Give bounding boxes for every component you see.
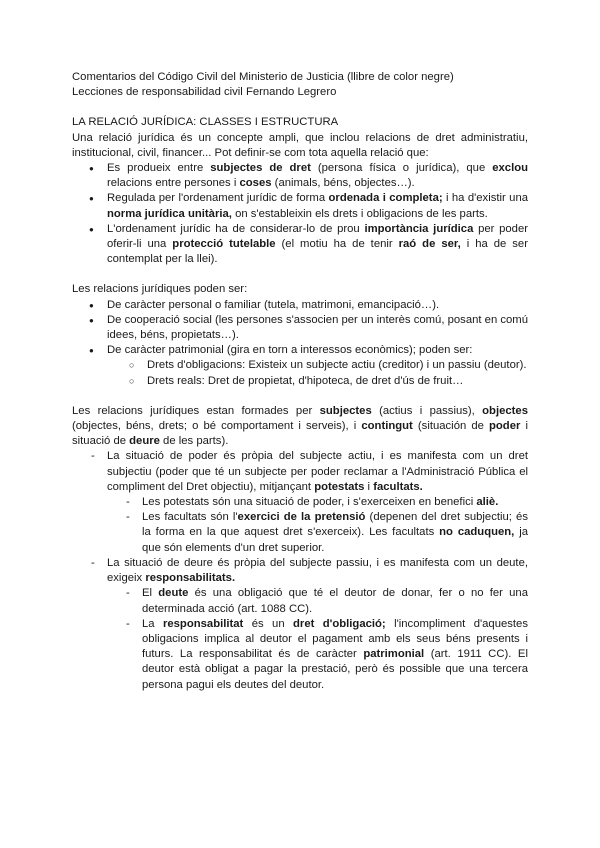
- poder-sublist: [107, 495, 528, 556]
- deure-sublist: [107, 586, 528, 692]
- dash-item-deure: - La situació de deure és pròpia del subjecte passiu, i es manifesta com un deute, exigeix responsabilitats. - El deute és una obligació que té el deutor de donar, fer o no fer una determinada acció (art. 1088 CC). - La responsabilitat és un dret d'obligació; l'incompliment d'aquestes obligacions implica al deutor el pagament amb els seus béns presents i futurs. La responsabilitat és de caràcter patrimonial (art. 1911 CC). El deutor està obligat a pagar la prestació, però és possible que una tercera persona pagui els deutes del deutor.: [107, 556, 528, 693]
- section-title: LA RELACIÓ JURÍDICA: CLASSES I ESTRUCTURA: [72, 116, 339, 129]
- list-item: ● De cooperació social (les persones s'associen per un interès comú, posant en comú idees, béns, propietats…).: [107, 313, 528, 343]
- sublist-item: - La responsabilitat és un dret d'obligació; l'incompliment d'aquestes obligacions implica al deutor el pagament amb els seus béns presents i futurs. La responsabilitat és de caràcter patrimonial (art. 1911 CC). El deutor està obligat a pagar la prestació, però és possible que una tercera persona pagui els deutes del deutor.: [142, 617, 528, 693]
- sublist-item: - Les facultats són l'exercici de la pretensió (depenen del dret subjectiu; és la forma en la que aquest dret s'exerceix). Les facultats no caduquen, ja que són elements d'un dret superior.: [142, 510, 528, 556]
- list-item: ● L'ordenament jurídic ha de considerar-lo de prou importància jurídica per poder oferir-li una protecció tutelable (el motiu ha de tenir raó de ser, i ha de ser contemplat per la llei).: [107, 222, 528, 268]
- situations-list: [72, 449, 528, 692]
- list-item: ● De caràcter patrimonial (gira en torn a interessos econòmics); poden ser: ○ Drets d'obligacions: Existeix un subjecte actiu (creditor) i un passiu (deutor). ○ Drets reals: Dret de propietat, d'hipoteca, de dret d'ús de fruit…: [107, 343, 528, 389]
- types-list: [72, 298, 528, 389]
- document-page: [72, 70, 528, 693]
- list-item: ● De caràcter personal o familiar (tutela, matrimoni, emancipació…).: [107, 298, 528, 313]
- structure-paragraph: Les relacions jurídiques estan formades per subjectes (actius i passius), objectes (objectes, béns, drets; o bé comportament i serveis), i contingut (situación de poder i situació de deure de les parts).: [72, 404, 528, 448]
- dash-item-poder: - La situació de poder és pròpia del subjecte actiu, i es manifesta com un dret subjectiu (poder que té un subjecte per poder reclamar a l'Administració Pública el compliment del Dret objectiu), mitjançant potestats i facultats. - Les potestats són una situació de poder, i s'exerceixen en benefici aliè. - Les facultats són l'exercici de la pretensió (depenen del dret subjectiu; és la forma en la que aquest dret s'exerceix). Les facultats no caduquen, ja que són elements d'un dret superior.: [107, 449, 528, 555]
- sublist-item: ○ Drets d'obligacions: Existeix un subjecte actiu (creditor) i un passiu (deutor).: [147, 358, 528, 373]
- sublist-item: - El deute és una obligació que té el deutor de donar, fer o no fer una determinada acció (art. 1088 CC).: [142, 586, 528, 616]
- header-line-2: Lecciones de responsabilidad civil Fernando Legrero: [72, 86, 337, 99]
- sublist-item: ○ Drets reals: Dret de propietat, d'hipoteca, de dret d'ús de fruit…: [147, 374, 528, 389]
- sublist-item: - Les potestats són una situació de poder, i s'exerceixen en benefici aliè.: [142, 495, 528, 510]
- intro-paragraph: Una relació jurídica és un concepte ampli, que inclou relacions de dret administratiu, institucional, civil, financer... Pot definir-se com tota aquella relació que:: [72, 131, 528, 159]
- list-item: ● Es produeix entre subjectes de dret (persona física o jurídica), que exclou relacions entre persones i coses (animals, béns, objectes…).: [107, 161, 528, 191]
- list-item: ● Regulada per l'ordenament jurídic de forma ordenada i completa; i ha d'existir una norma jurídica unitària, on s'estableixin els drets i obligacions de les parts.: [107, 191, 528, 221]
- types-intro: Les relacions jurídiques poden ser:: [72, 283, 248, 296]
- patrimonial-sublist: [107, 358, 528, 388]
- definition-list: [72, 161, 528, 267]
- header-line-1: Comentarios del Código Civil del Ministerio de Justicia (llibre de color negre): [72, 71, 454, 83]
